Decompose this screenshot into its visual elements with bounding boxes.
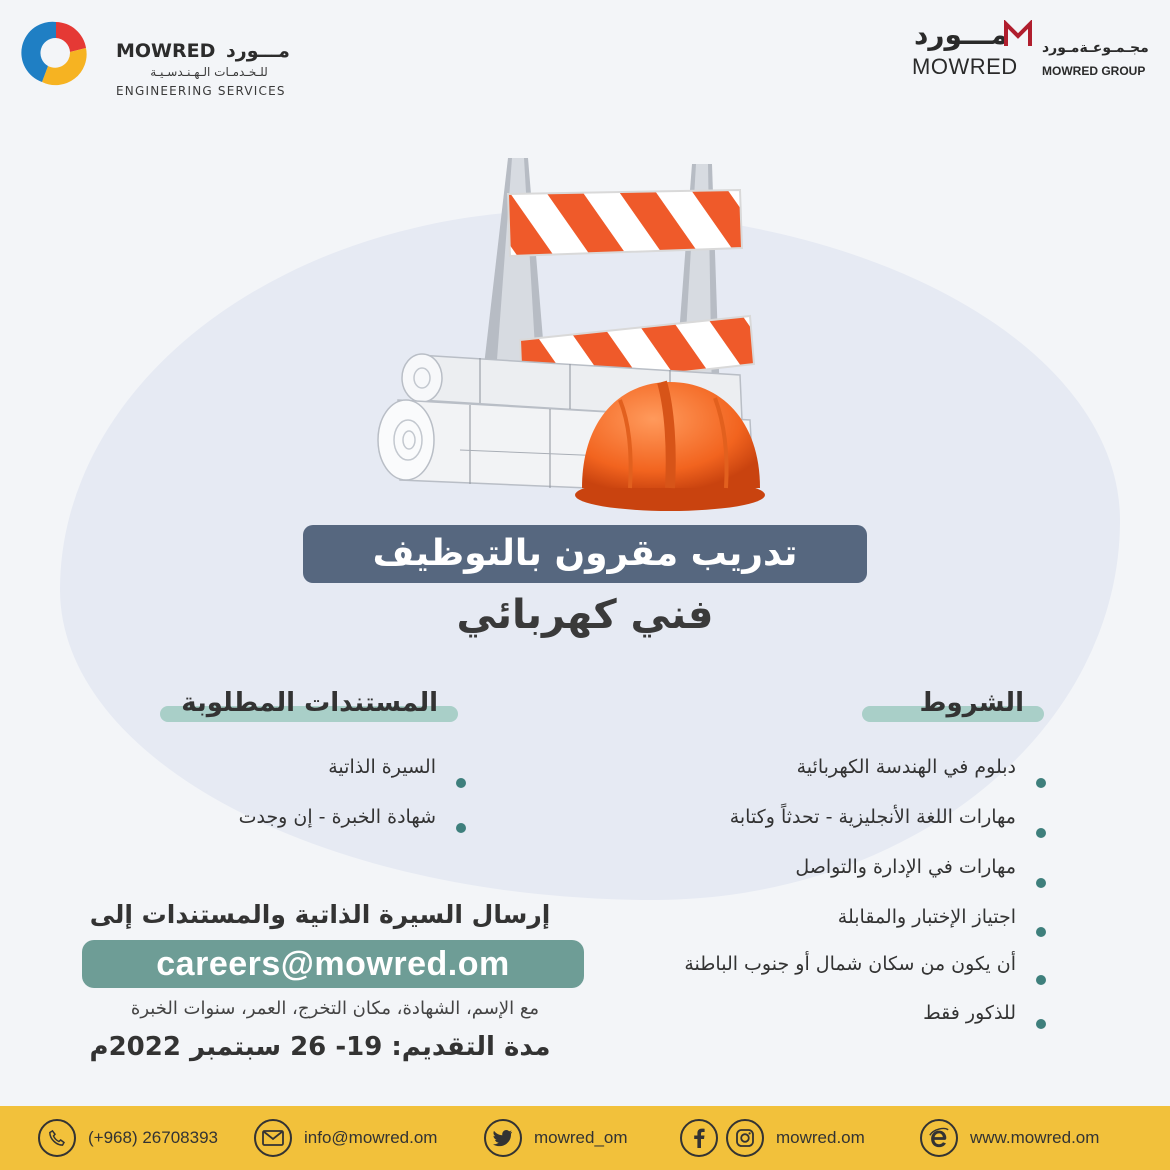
list-item: السيرة الذاتية (239, 756, 466, 806)
list-item: مهارات اللغة الأنجليزية - تحدثاً وكتابة (684, 806, 1046, 856)
brand-right-group-ar: مجـمـوعـةمـورد (1042, 40, 1149, 56)
documents-heading (160, 682, 458, 722)
footer-social-text: mowred.om (776, 1128, 865, 1147)
list-item: شهادة الخبرة - إن وجدت (239, 806, 466, 846)
list-item: اجتياز الإختبار والمقابلة (684, 906, 1046, 953)
documents-heading-text: المستندات المطلوبة (181, 688, 438, 718)
web-icon (920, 1119, 958, 1157)
list-item: مهارات في الإدارة والتواصل (684, 856, 1046, 906)
brand-left-name: MOWRED مـــورد (116, 40, 290, 62)
page-title: تدريب مقرون بالتوظيف (303, 525, 867, 583)
careers-email-link[interactable]: careers@mowred.om (82, 940, 584, 988)
phone-icon (38, 1119, 76, 1157)
construction-illustration (370, 150, 810, 520)
mowred-group-logo (910, 18, 1160, 84)
job-title: فني كهربائي (456, 592, 714, 638)
instagram-icon (726, 1119, 764, 1157)
facebook-icon (680, 1119, 718, 1157)
envelope-icon (254, 1119, 292, 1157)
footer-twitter[interactable] (484, 1118, 628, 1158)
brand-left-tagline-ar: للـخـدمـات الـهـنـدسـيـة (150, 65, 268, 79)
footer-website[interactable] (920, 1118, 1099, 1158)
footer-phone[interactable] (38, 1118, 218, 1158)
list-item: للذكور فقط (684, 1002, 1046, 1042)
conditions-list (684, 756, 1046, 1042)
brand-right-name-en: MOWRED (912, 54, 1018, 79)
twitter-icon (484, 1119, 522, 1157)
conditions-heading (862, 682, 1044, 722)
mowred-mark-icon (1004, 20, 1032, 48)
brand-right-group-en: MOWRED GROUP (1042, 64, 1146, 78)
list-item: أن يكون من سكان شمال أو جنوب الباطنة (684, 953, 1046, 1002)
send-note: مع الإسم، الشهادة، مكان التخرج، العمر، سنوات الخبرة (130, 998, 540, 1019)
footer-website-text: www.mowred.om (970, 1128, 1100, 1147)
conditions-heading-text: الشروط (919, 688, 1024, 718)
footer-email[interactable] (254, 1118, 437, 1158)
footer-phone-text: (+968) 26708393 (88, 1128, 218, 1147)
documents-list (239, 756, 466, 846)
brand-right-name-ar: مـــورد (914, 18, 1009, 51)
footer-email-text: info@mowred.om (304, 1128, 438, 1147)
footer-contact-bar (0, 1106, 1170, 1170)
application-deadline: مدة التقديم: 19- 26 سبتمبر 2022م (89, 1032, 551, 1062)
footer-twitter-text: mowred_om (534, 1128, 628, 1147)
send-title: إرسال السيرة الذاتية والمستندات إلى (89, 900, 551, 929)
list-item: دبلوم في الهندسة الكهربائية (684, 756, 1046, 806)
mowred-emblem-icon (20, 18, 92, 88)
mowred-engineering-logo (20, 18, 300, 98)
footer-social[interactable] (680, 1118, 865, 1158)
brand-left-tagline-en: ENGINEERING SERVICES (116, 84, 286, 98)
